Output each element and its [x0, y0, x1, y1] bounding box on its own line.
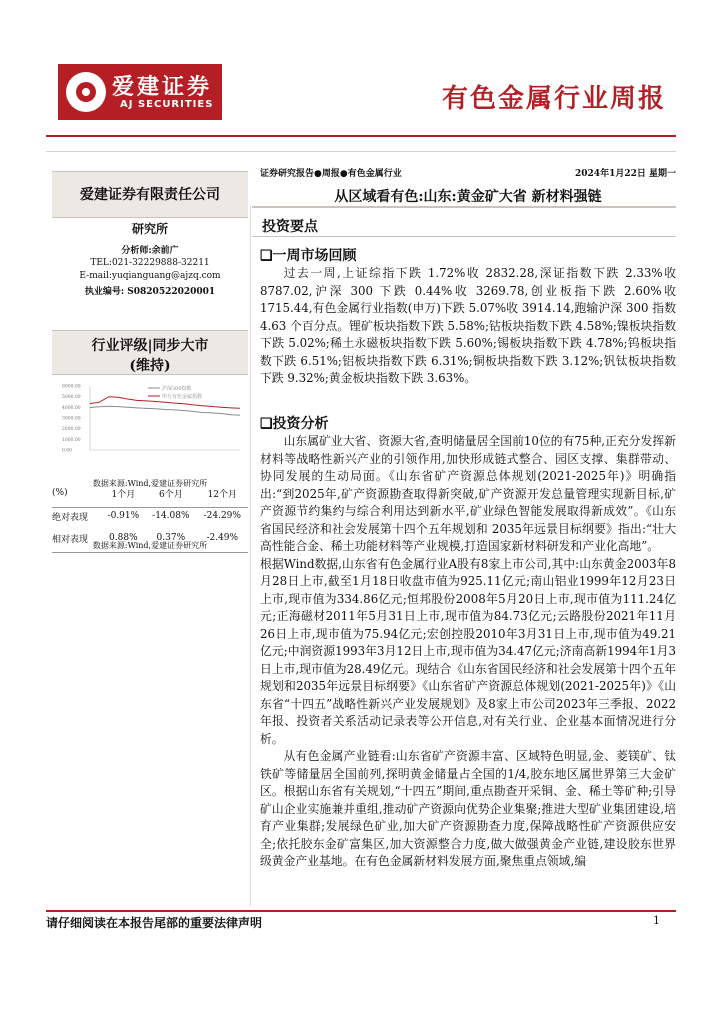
company-box: [52, 171, 248, 218]
report-date: 2024年1月22日 星期一: [575, 169, 676, 179]
section-analysis: [260, 433, 676, 871]
rating-maintained: (维持): [129, 358, 171, 374]
industry-rating: 行业评级|同步大市: [91, 338, 209, 354]
report-category: 证券研究报告●周报●有色金属行业: [260, 169, 402, 179]
chart-y-tick-label: 1000.00: [62, 437, 81, 443]
index-performance-chart: [60, 380, 248, 480]
industry-rating-box: [52, 330, 248, 375]
perf-row-absolute: [52, 508, 248, 525]
perf-value: 0.88%: [109, 533, 138, 543]
series-line-hs300: [90, 406, 240, 415]
chart-y-tick-label: 3000.00: [62, 416, 81, 422]
section-analysis-title: ❑投资分析: [260, 416, 329, 432]
chart-source: 数据来源:Wind,爱建证券研究所: [92, 479, 208, 488]
perf-value: -2.49%: [206, 533, 239, 543]
perf-value: -14.08%: [152, 511, 190, 521]
report-meta: [260, 166, 676, 182]
perf-header-unit: (%): [52, 488, 68, 498]
analyst-name: 分析师:余前广: [121, 246, 179, 256]
company-logo: [58, 64, 222, 120]
paragraph: 从有色金属产业链看:山东省矿产资源丰富、区域特色明显,金、菱镁矿、钛铁矿等储量居全国前列,探明黄金储量占全国的1/4,胶东地区属世界第三大金矿区。根据山东省有关规划,“十四五”期间,重点勘查开采铜、金、稀土等矿种;引导矿山企业实施兼并重组,推动矿产资源向优势企业集聚;推进大型矿业集团建设,培育产业集群;发展绿色矿业,加大矿产资源勘查力度,保障战略性矿产资源供应安全;依托胶东金矿富集区,加大资源整合力度,做大做强黄金产业链,建设胶东世界级黄金产业基地。在有色金属新材料发展方面,聚焦重点领域,编: [260, 749, 676, 868]
research-dept: 研究所: [131, 222, 168, 236]
chart-y-tick-label: 5000.00: [62, 395, 81, 401]
body-divider: [252, 206, 676, 208]
perf-header-12m: 12个月: [207, 489, 237, 500]
column-divider: [250, 206, 251, 906]
footer-divider: [46, 910, 676, 912]
key-points-rule: [252, 236, 676, 237]
perf-value: 0.37%: [156, 533, 186, 543]
key-points-heading: 投资要点: [262, 219, 318, 235]
analyst-email[interactable]: E-mail:yuqianguang@ajzq.com: [79, 271, 221, 281]
legend-nonferrous: 申万有色金属指数: [162, 394, 203, 400]
page-number: 1: [653, 914, 660, 927]
logo-english-name: AJ SECURITIES: [120, 99, 214, 110]
analyst-tel: TEL:021-32229888-32211: [90, 258, 210, 268]
perf-label: 绝对表现: [52, 512, 89, 523]
perf-header-row: [52, 485, 248, 501]
paragraph: 根据Wind数据,山东省有色金属行业A股有8家上市公司,其中:山东黄金2003年8月28日上市,截至1月18日收盘市值为925.11亿元;南山铝业1999年12月23日上市,现市值为334.86亿元;恒邦股份2008年5月20日上市,现市值为111.24亿元;正海磁材2011年5月31日上市,现市值为84.73亿元;云路股份2021年11月26日上市,现市值为75.94亿元;宏创控股2010年3月31日上市,现市值为49.21亿元;中润资源1993年3月12日上市,现市值为34.47亿元;济南高新1994年1月3日上市,现市值为28.49亿元。现结合《山东省国民经济和社会发展第十四个五年规划和2035年远景目标纲要》《山东省矿产资源总体规划(2021-2025年)》《山东省“十四五”战略性新兴产业发展规划》及8家上市公司2023年三季报、2022年报、投资者关系活动记录表等公开信息,对有关行业、企业基本面情况进行分析。: [260, 556, 676, 746]
logo-emblem-icon: [66, 72, 106, 112]
perf-value: -24.29%: [203, 511, 241, 521]
report-title: 有色金属行业周报: [441, 84, 666, 114]
perf-value: -0.91%: [107, 511, 140, 521]
chart-y-tick-label: 4000.00: [62, 405, 81, 411]
table-source: 数据来源:Wind,爱建证券研究所: [92, 541, 208, 550]
license-number: 执业编号: S0820522020001: [84, 287, 216, 297]
report-subtitle: 从区域看有色:山东:黄金矿大省 新材料强链: [334, 189, 602, 205]
paragraph: 过去一周,上证综指下跌 1.72%收 2832.28,深证指数下跌 2.33%收 8787.02,沪深 300 下跌 0.44%收 3269.78,创业板指下跌 2.60%收 1715.44,有色金属行业指数(申万)下跌 5.07%收 3914.14,跑输沪深 300 指数 4.63 个百分点。锂矿板块指数下跌 5.58%;钴板块指数下跌 4.58%;镍板块指数下跌 5.02%;稀土永磁板块指数下跌 5.60%;锡板块指数下跌 4.78%;钨板块指数下跌 6.51%;铝板块指数下跌 6.31%;铜板块指数下跌 3.12%;钒钛板块指数下跌 9.32%;黄金板块指数下跌 3.63%。: [260, 266, 676, 385]
section-weekly-review: [260, 265, 676, 388]
legal-disclaimer-link[interactable]: 请仔细阅读在本报告尾部的重要法律声明: [46, 916, 263, 930]
chart-y-tick-label: 6000.00: [62, 384, 81, 390]
perf-header-6m: 6个月: [158, 489, 183, 500]
perf-header-1m: 1个月: [111, 489, 136, 500]
perf-label: 相对表现: [52, 534, 89, 545]
company-name: 爱建证券有限责任公司: [80, 187, 220, 203]
section-weekly-review-title: ❑一周市场回顾: [260, 248, 357, 264]
paragraph: 山东属矿业大省、资源大省,查明储量居全国前10位的有75种,正充分发挥新材料等战略性新兴产业的引领作用,加快形成链式整合、园区支撑、集群带动、协同发展的生动局面。《山东省矿产资源总体规划(2021-2025年)》明确指出:“到2025年,矿产资源勘查取得新突破,矿产资源开发总量管理实现新目标,矿产资源节约集约与综合利用达到新水平,矿业绿色智能发展取得新成效”。《山东省国民经济和社会发展第十四个五年规划和 2035年远景目标纲要》指出:“壮大高性能合金、稀土功能材料等产业规模,打造国家新材料研发和产业化高地”。: [260, 434, 676, 553]
header-divider: [46, 135, 676, 137]
chart-y-tick-label: 2000.00: [62, 427, 81, 433]
header-divider-thin: [46, 151, 676, 152]
chart-y-tick-label: 0.00: [62, 448, 73, 454]
logo-chinese-name: 爱建证券: [112, 75, 213, 100]
legend-hs300: 沪深300指数: [162, 386, 192, 392]
